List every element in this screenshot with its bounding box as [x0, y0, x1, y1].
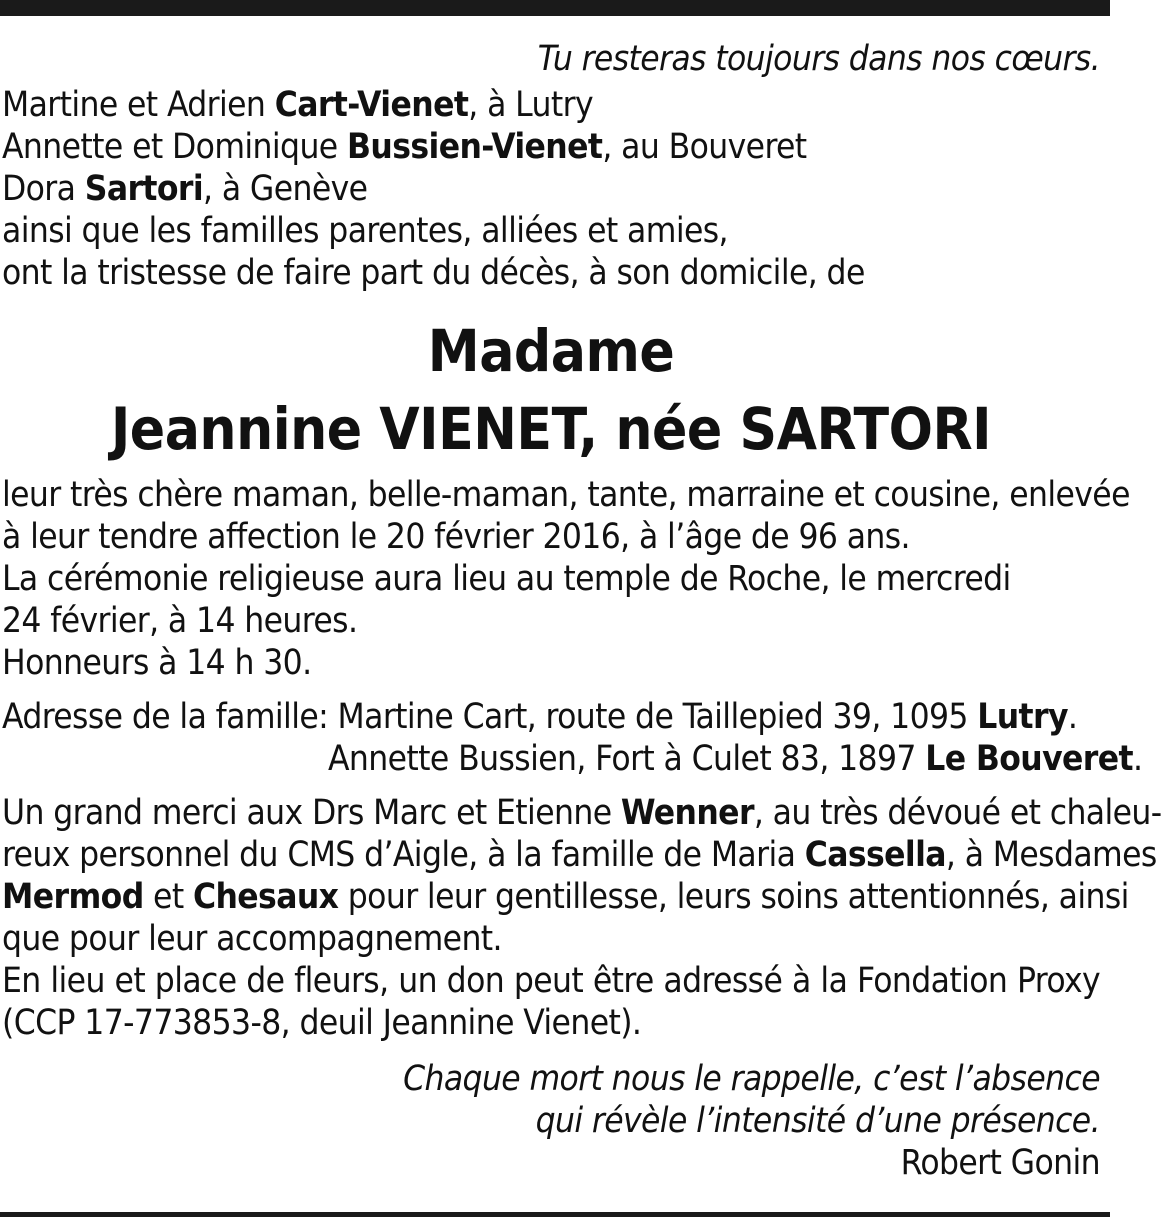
- quote-line: qui révèle l’intensité d’une présence.: [535, 1101, 1100, 1141]
- top-rule: [0, 0, 1110, 16]
- obituary-notice: [2, 38, 1162, 1184]
- deceased-title: Madame: [427, 317, 675, 385]
- description-line: à leur tendre affection le 20 février 2016, à l’âge de 96 ans.: [2, 517, 910, 557]
- ceremony-line: La cérémonie religieuse aura lieu au temple de Roche, le mercredi: [2, 559, 1011, 599]
- bottom-rule: [0, 1212, 1110, 1217]
- quote-line: Chaque mort nous le rappelle, c’est l’absence: [403, 1059, 1100, 1099]
- ceremony-line: 24 février, à 14 heures.: [2, 601, 358, 641]
- closing-quote: [2, 1058, 1100, 1184]
- thanks-line: Un grand merci aux Drs Marc et Etienne Wenner, au très dévoué et chaleu-: [2, 793, 1162, 833]
- honours-line: Honneurs à 14 h 30.: [2, 643, 312, 683]
- motto: Tu resteras toujours dans nos cœurs.: [537, 39, 1100, 79]
- thanks-line: Mermod et Chesaux pour leur gentillesse, leurs soins attentionnés, ainsi: [2, 877, 1129, 917]
- family-member-2: Annette et Dominique Bussien-Vienet, au Bouveret: [2, 127, 807, 167]
- announcement: ont la tristesse de faire part du décès, à son domicile, de: [2, 253, 865, 293]
- address-line-1: Adresse de la famille: Martine Cart, route de Taillepied 39, 1095 Lutry.: [2, 697, 1078, 737]
- deceased-name: Jeannine VIENET, née SARTORI: [110, 395, 992, 463]
- description: [2, 474, 1130, 684]
- thanks-line: reux personnel du CMS d’Aigle, à la famille de Maria Cassella, à Mesdames: [2, 835, 1157, 875]
- deceased-name-block: [2, 312, 1100, 468]
- family-extra: ainsi que les familles parentes, alliées et amies,: [2, 211, 728, 251]
- quote-author: Robert Gonin: [900, 1143, 1100, 1183]
- donation-line: En lieu et place de fleurs, un don peut être adressé à la Fondation Proxy: [2, 961, 1100, 1001]
- thanks-paragraph: [2, 792, 1162, 1044]
- family-address: [2, 696, 1143, 780]
- donation-line: (CCP 17-773853-8, deuil Jeannine Vienet).: [2, 1003, 642, 1043]
- address-line-2: Annette Bussien, Fort à Culet 83, 1897 Le Bouveret.: [328, 739, 1143, 779]
- family-member-1: Martine et Adrien Cart-Vienet, à Lutry: [2, 85, 593, 125]
- thanks-line: que pour leur accompagnement.: [2, 919, 502, 959]
- family-member-3: Dora Sartori, à Genève: [2, 169, 368, 209]
- family-list: [2, 84, 1100, 294]
- description-line: leur très chère maman, belle-maman, tante, marraine et cousine, enlevée: [2, 475, 1130, 515]
